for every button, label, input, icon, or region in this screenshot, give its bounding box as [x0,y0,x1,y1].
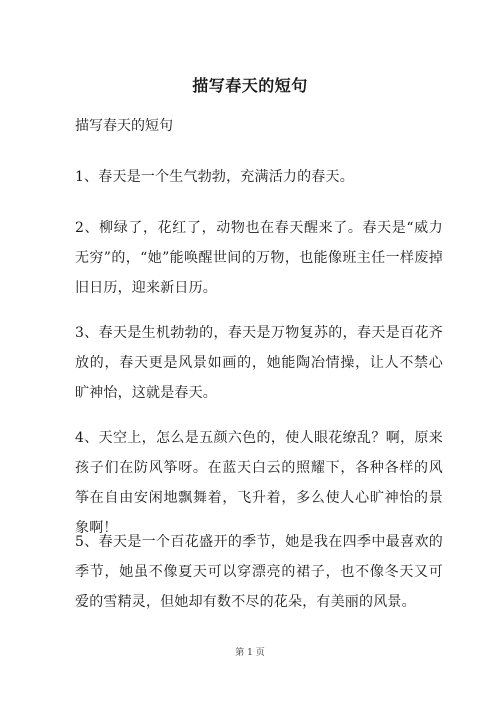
paragraph-2: 2、柳绿了，花红了，动物也在春天醒来了。春天是“威力无穷”的，“她”能唤醒世间的万物，也能像班主任一样废掉旧日历，迎来新日历。 [75,220,443,296]
document-title: 描写春天的短句 [192,76,308,95]
paragraph-1: 1、春天是一个生气勃勃，充满活力的春天。 [75,169,354,185]
paragraph-5: 5、春天是一个百花盛开的季节，她是我在四季中最喜欢的季节，她虽不像夏天可以穿漂亮的裙子，也不像冬天又可爱的雪精灵，但她却有数不尽的花朵，有美丽的风景。 [75,534,443,610]
page-number: 第 1 页 [235,648,265,658]
document-subtitle: 描写春天的短句 [75,118,173,134]
paragraph-4: 4、天空上，怎么是五颜六色的，使人眼花缭乱？啊，原来孩子们在防风筝呀。在蓝天白云的照耀下，各种各样的风筝在自由安闲地飘舞着，飞升着，多么使人心旷神怡的景象啊！ [75,430,443,536]
paragraph-3: 3、春天是生机勃勃的，春天是万物复苏的，春天是百花齐放的，春天更是风景如画的，她能陶冶情操，让人不禁心旷神怡，这就是春天。 [75,325,443,401]
